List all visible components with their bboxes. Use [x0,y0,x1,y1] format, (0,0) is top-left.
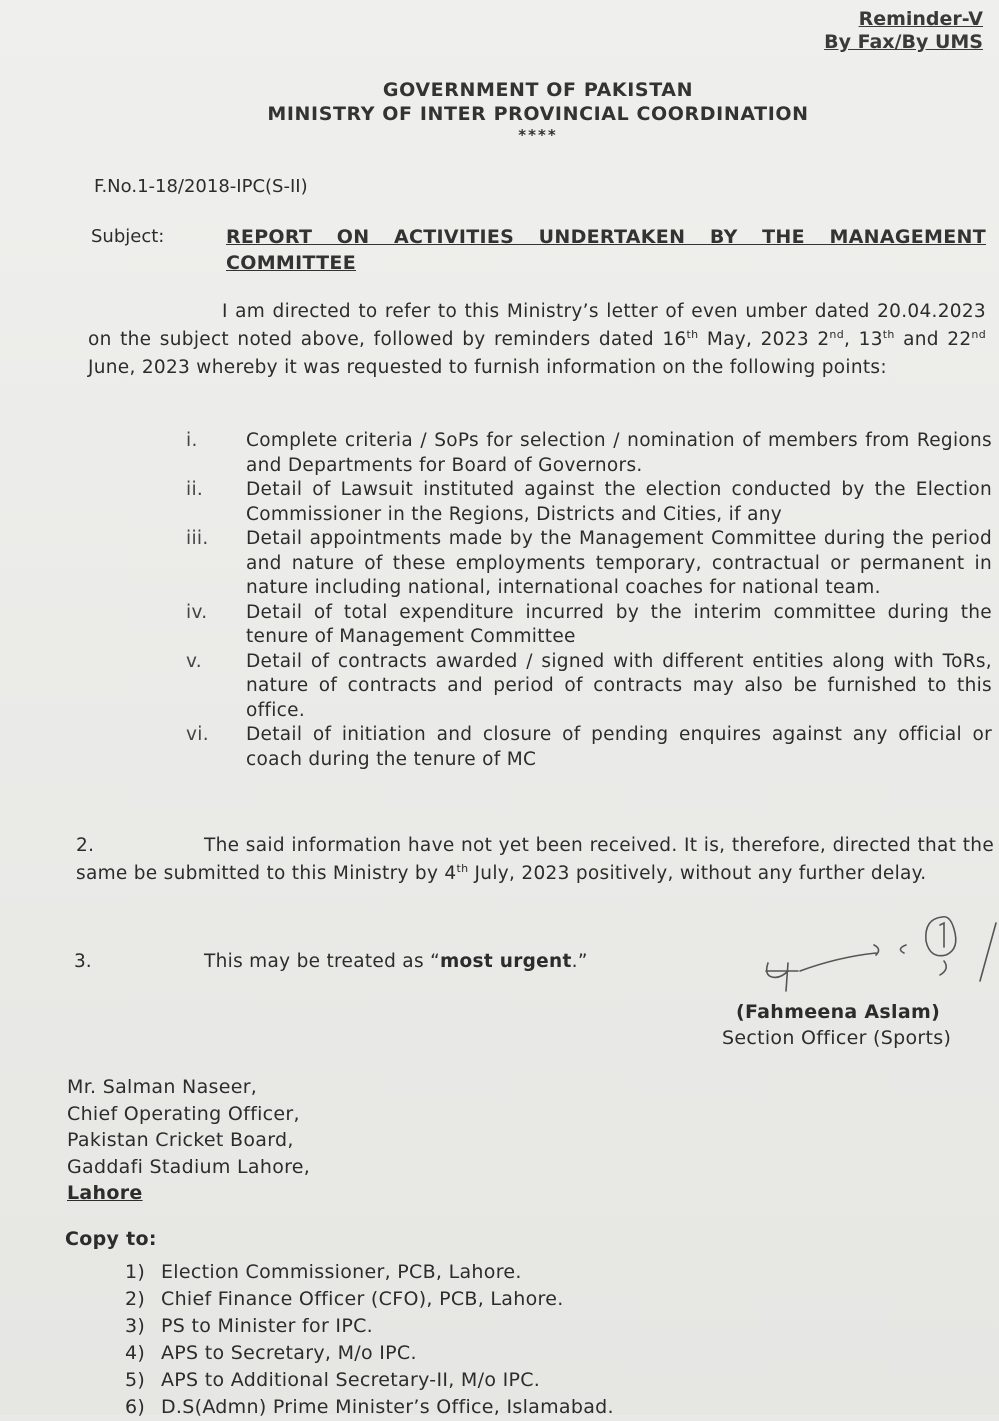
addressee-block [67,1074,310,1207]
list-item: 6) D.S(Admn) Prime Minister’s Office, Islamabad. [125,1396,614,1418]
list-item: 1) Election Commissioner, PCB, Lahore. [125,1261,522,1283]
list-item: 2) Chief Finance Officer (CFO), PCB, Lahore. [125,1288,564,1310]
signatory-name: (Fahmeena Aslam) [736,1001,941,1023]
list-item: iv. Detail of total expenditure incurred by the interim committee during the tenure of Management Committee [186,601,992,647]
list-item: i. Complete criteria / SoPs for selection / nomination of members from Regions and Departments for Board of Governors. [186,430,992,476]
list-item: 5) APS to Additional Secretary-II, M/o IPC. [125,1369,541,1391]
government-heading: GOVERNMENT OF PAKISTAN [382,79,694,101]
addressee-city: Lahore [67,1182,143,1204]
list-item: vi. Detail of initiation and closure of pending enquires against any official or coach during the tenure of MC [186,724,992,770]
paragraph-3-number: 3. [74,951,92,972]
points-list [180,429,992,772]
paragraph-1: I am directed to refer to this Ministry’s letter of even umber dated 20.04.2023 on the subject noted above, followed by reminders dated 16th May, 2023 2nd, 13th and 22nd June, 2023 whereby it was requested to furnish information on the following points: [88,301,986,378]
list-item: 3) PS to Minister for IPC. [125,1315,373,1337]
addressee-designation: Chief Operating Officer, [67,1102,300,1125]
copy-to-list [125,1259,614,1421]
subject-label: Subject: [91,226,165,247]
paragraph-2: 2. The said information have not yet been received. It is, therefore, directed that the same be submitted to this Ministry by 4th July, 2023 positively, without any further delay. [76,835,994,884]
list-item: iii. Detail appointments made by the Management Committee during the period and nature of these employments temporary, contractual or permanent in nature including national, international coaches for national team. [186,528,992,598]
signatory-title: Section Officer (Sports) [722,1027,952,1049]
signature-mark [758,905,998,995]
list-item: ii. Detail of Lawsuit instituted against the election conducted by the Election Commissioner in the Regions, Districts and Cities, if any [186,479,992,525]
reminder-label: Reminder-V [858,8,983,30]
file-number: F.No.1-18/2018-IPC(S-II) [94,176,308,197]
copy-to-title: Copy to: [65,1228,157,1250]
addressee-address: Gaddafi Stadium Lahore, [67,1155,311,1178]
delivery-mode: By Fax/By UMS [824,31,983,53]
addressee-organization: Pakistan Cricket Board, [67,1129,294,1151]
list-item: v. Detail of contracts awarded / signed with different entities along with ToRs, nature of contracts and period of contracts may also be furnished to this office. [186,650,992,721]
paragraph-3: This may be treated as “most urgent.” [204,951,588,972]
ministry-heading: MINISTRY OF INTER PROVINCIAL COORDINATION [267,103,809,125]
reminder-header [824,8,983,54]
list-item: 4) APS to Secretary, M/o IPC. [125,1342,417,1364]
heading-separator: **** [518,126,558,144]
subject-text: REPORT ON ACTIVITIES UNDERTAKEN BY THE MANAGEMENT COMMITTEE [226,226,986,274]
addressee-name: Mr. Salman Naseer, [67,1076,258,1098]
